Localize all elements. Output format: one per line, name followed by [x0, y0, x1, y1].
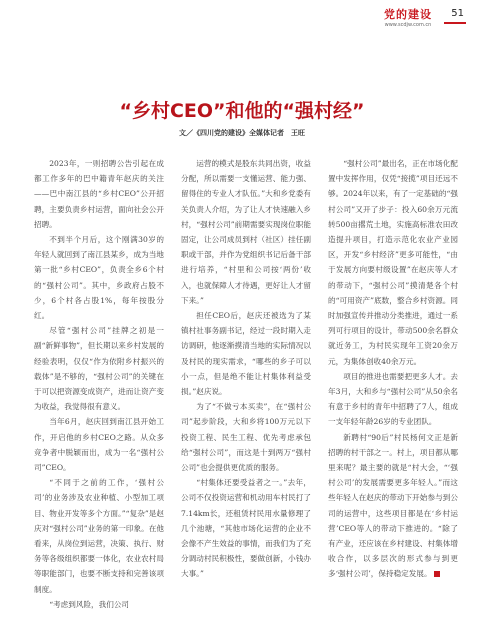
paragraph: 运营的模式是股东共同出资，收益分配，所以需要一支懂运营、能力强、留得住的专业人才队伍。”大和乡党委有关负责人介绍，为了让人才快速融入乡村，“强村公司”前期需要实现岗位职能固定，让公司成员到村（社区）挂任副职或干部，并作为党组织书记后备干部进行培养，“村里和公司按‘两份’收入，也就保障人才待遇，更好让人才留下来。” — [181, 159, 311, 305]
paragraph: “考虑到风险，我们公司 — [49, 599, 130, 609]
article-body — [34, 156, 458, 616]
logo-text: 党的建设 — [384, 8, 432, 21]
article-byline: 文／《四川党的建设》全媒体记者 王旺 — [179, 129, 305, 137]
paragraph: “村集体还要受益者之一。”去年，公司不仅投资运营和机动用车村民打了7.14km长，还租赁村民用水量修理了几个池塘，“其他市场化运营的企业不会像不产生效益的事情，而我们为了充分调动村民积极性，要做创新，小钱办大事。” — [181, 478, 311, 579]
paragraph: “强村公司”最出名，正在市场化配置中发挥作用，仅凭“接揽”项目还远不够。2024年以来，有了一定基础的“强村公司”又开了步子：投入60余万元流转500亩撂荒土地，实施高标准农田改造提升项目，打造示范化农业产业园区，开发“乡村经济”更多可能性，“由于发展方向要村级设置”在赵庆等人才的带动下，“强村公司”摸清楚各个村的“可用资产”底数，整合乡村资源。同时加强宣传并推动分类推进，通过一系列可行项目的设计，带动500余名群众就近务工，为村民实现年工资20余万元，为集体创收40余万元。 — [328, 159, 458, 366]
paragraph: 尽管“强村公司”挂牌之初是一副“新鲜事物”，但长期以来乡村发展的经验表明，仅仅“作为依附乡村振兴的载体”是不够的，“强村公司”的关键在于可以把资源变成资产，进而让资产变为收益，我觉得很有意义。 — [34, 326, 164, 412]
paragraph: “不同于之前的工作，‘强村公司’的业务涉及农业种植、小型加工项目、物业开发等多个方面。”“复杂”是赵庆对“强村公司”业务的第一印象。在他看来，从岗位到运营，决策、执行、财务等各级组织都要一体化，农业农村局等职能部门，也要不断支持和完善该项制度。 — [34, 478, 164, 594]
text-column-1 — [34, 156, 164, 616]
paragraph: 担任CEO后，赵庆还被选为了某镇村社事务副书记，经过一段时期入走访调研，他逐渐摸清当地的实际情况以及村民的现实需求，“哪些的乡子可以小一点，但是绝不能让村集体利益受损。”赵庆说。 — [181, 311, 311, 397]
text-column-3 — [328, 156, 458, 616]
paragraph: 当年6月，赵庆回到南江县开始工作，开启他的乡村CEO之路。从众多竞争者中脱颖而出，成为一名“强村公司”CEO。 — [34, 417, 164, 473]
paragraph: 新聘村“90后”村民杨何文正是新招聘的村干部之一。村上，项目都从哪里来呢？最主要的就是“村大会，“‘强村公司’的发展需要更多年轻人。”而这些年轻人在赵庆的带动下开始参与到公司的运营中，这些项目都是在‘乡村运营’CEO等人的带动下推进的。“除了有产业，还应该在乡村建设、村集体增收合作，以多层次的形式参与到更多‘强村公司’，保持稳定发展。 — [328, 432, 458, 579]
article-title: “乡村CEO”和他的“强村经” — [119, 100, 365, 122]
page-number-bar — [444, 22, 466, 24]
magazine-logo — [378, 6, 438, 28]
page-header — [0, 0, 484, 34]
article-end-mark — [434, 571, 440, 577]
paragraph: 项目的推进也需要把更多人才。去年3月，大和乡与“强村公司”从50余名有意于乡村的青年中招聘了7人，组成一支年轻年龄26岁的专业团队。 — [328, 371, 458, 427]
paragraph: 为了“不做亏本买卖”，在“强村公司”起步阶段，大和乡将100万元以下投资工程、民生工程、优先考虑承包给“强村公司”，而这是十到两万“强村公司”也会提供更优质的服务。 — [181, 402, 311, 473]
paragraph: 2023年，一则招聘公告引起在成都工作多年的巴中籍青年赵庆的关注——巴中南江县的“乡村CEO”公开招聘，主要负责乡村运营，面向社会公开招聘。 — [34, 159, 164, 229]
text-column-2 — [181, 156, 311, 616]
paragraph: 不到半个月后，这个刚满30岁的年轻人就回到了南江县某乡，成为当地第一批“乡村CEO”，负责全乡6个村的“强村公司”。其中，乡政府占股不少，6个村各占股1%，每年按股分红。 — [34, 235, 164, 321]
logo-url: www.scdjw.com.cn — [384, 22, 432, 28]
page-number: 51 — [451, 8, 464, 19]
